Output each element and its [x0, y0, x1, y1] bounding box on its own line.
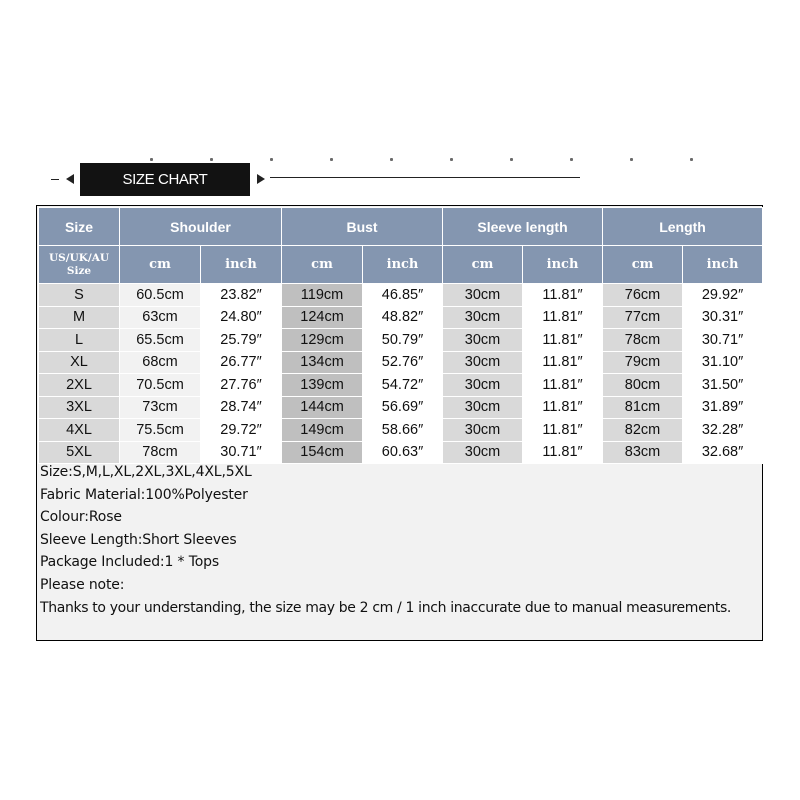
cell-length-inch: 31.50″ — [683, 374, 763, 397]
cell-length-cm: 80cm — [603, 374, 683, 397]
cell-shoulder-cm: 60.5cm — [120, 284, 201, 307]
unit-cm: cm — [443, 246, 523, 284]
unit-cm: cm — [603, 246, 683, 284]
cell-shoulder-inch: 27.76″ — [201, 374, 282, 397]
cell-size: L — [39, 329, 120, 352]
note-sizes: Size:S,M,L,XL,2XL,3XL,4XL,5XL — [40, 464, 252, 480]
header-size: Size — [39, 208, 120, 246]
note-heading: Please note: — [40, 576, 125, 593]
cell-sleeve-cm: 30cm — [443, 329, 523, 352]
cell-bust-inch: 60.63″ — [363, 441, 443, 464]
cell-sleeve-inch: 11.81″ — [523, 329, 603, 352]
unit-inch: inch — [363, 246, 443, 284]
divider-dot — [330, 158, 333, 161]
cell-sleeve-cm: 30cm — [443, 419, 523, 442]
note-colour: Colour:Rose — [40, 509, 122, 526]
right-arrow-icon — [257, 174, 265, 184]
cell-length-inch: 29.92″ — [683, 284, 763, 307]
cell-length-cm: 82cm — [603, 419, 683, 442]
table-row — [39, 351, 763, 374]
size-chart-banner — [0, 0, 800, 200]
divider-dot — [570, 158, 573, 161]
cell-bust-cm: 134cm — [282, 351, 363, 374]
cell-sleeve-inch: 11.81″ — [523, 396, 603, 419]
table-row — [39, 396, 763, 419]
cell-length-cm: 79cm — [603, 351, 683, 374]
divider-dot — [510, 158, 513, 161]
cell-length-inch: 32.28″ — [683, 419, 763, 442]
cell-shoulder-cm: 63cm — [120, 306, 201, 329]
cell-length-cm: 78cm — [603, 329, 683, 352]
cell-length-inch: 30.71″ — [683, 329, 763, 352]
cell-length-inch: 31.10″ — [683, 351, 763, 374]
cell-length-cm: 76cm — [603, 284, 683, 307]
cell-bust-inch: 56.69″ — [363, 396, 443, 419]
cell-bust-cm: 129cm — [282, 329, 363, 352]
cell-sleeve-cm: 30cm — [443, 284, 523, 307]
cell-shoulder-cm: 65.5cm — [120, 329, 201, 352]
cell-length-inch: 32.68″ — [683, 441, 763, 464]
unit-inch: inch — [683, 246, 763, 284]
unit-inch: inch — [201, 246, 282, 284]
cell-sleeve-inch: 11.81″ — [523, 284, 603, 307]
cell-size: 2XL — [39, 374, 120, 397]
cell-length-inch: 31.89″ — [683, 396, 763, 419]
cell-size: S — [39, 284, 120, 307]
header-sleeve-length: Sleeve length — [443, 208, 603, 246]
header-bust: Bust — [282, 208, 443, 246]
region-size-label — [39, 246, 120, 284]
cell-shoulder-inch: 30.71″ — [201, 441, 282, 464]
cell-bust-inch: 48.82″ — [363, 306, 443, 329]
divider-dot — [450, 158, 453, 161]
cell-sleeve-cm: 30cm — [443, 396, 523, 419]
size-table — [38, 207, 763, 464]
table-unit-row — [39, 246, 763, 284]
note-package: Package Included:1 * Tops — [40, 554, 220, 571]
cell-size: M — [39, 306, 120, 329]
cell-size: XL — [39, 351, 120, 374]
cell-size: 5XL — [39, 441, 120, 464]
cell-bust-cm: 154cm — [282, 441, 363, 464]
divider-dot — [270, 158, 273, 161]
table-header-row — [39, 208, 763, 246]
header-shoulder: Shoulder — [120, 208, 282, 246]
table-row — [39, 419, 763, 442]
cell-sleeve-cm: 30cm — [443, 351, 523, 374]
divider-dot — [210, 158, 213, 161]
cell-shoulder-cm: 75.5cm — [120, 419, 201, 442]
cell-bust-inch: 46.85″ — [363, 284, 443, 307]
note-disclaimer: Thanks to your understanding, the size may be 2 cm / 1 inch inaccurate due to manual measurements. — [40, 599, 732, 616]
banner-dash — [51, 179, 59, 180]
cell-shoulder-cm: 78cm — [120, 441, 201, 464]
cell-size: 3XL — [39, 396, 120, 419]
table-row — [39, 306, 763, 329]
cell-bust-cm: 119cm — [282, 284, 363, 307]
cell-sleeve-inch: 11.81″ — [523, 351, 603, 374]
cell-bust-inch: 54.72″ — [363, 374, 443, 397]
cell-sleeve-inch: 11.81″ — [523, 441, 603, 464]
cell-sleeve-cm: 30cm — [443, 306, 523, 329]
cell-sleeve-inch: 11.81″ — [523, 419, 603, 442]
table-row — [39, 329, 763, 352]
note-fabric: Fabric Material:100%Polyester — [40, 486, 248, 503]
region-label-line2: Size — [66, 264, 92, 277]
header-length: Length — [603, 208, 763, 246]
region-label-line1: US/UK/AU — [49, 251, 109, 264]
product-notes — [40, 461, 760, 619]
divider-dot — [390, 158, 393, 161]
divider-dot — [630, 158, 633, 161]
cell-shoulder-inch: 24.80″ — [201, 306, 282, 329]
cell-sleeve-cm: 30cm — [443, 441, 523, 464]
banner-rule — [270, 177, 580, 178]
cell-shoulder-inch: 28.74″ — [201, 396, 282, 419]
cell-shoulder-inch: 23.82″ — [201, 284, 282, 307]
cell-bust-cm: 139cm — [282, 374, 363, 397]
divider-dot — [150, 158, 153, 161]
left-arrow-icon — [66, 174, 74, 184]
cell-sleeve-inch: 11.81″ — [523, 306, 603, 329]
cell-size: 4XL — [39, 419, 120, 442]
cell-shoulder-inch: 26.77″ — [201, 351, 282, 374]
unit-cm: cm — [282, 246, 363, 284]
cell-bust-cm: 144cm — [282, 396, 363, 419]
table-row — [39, 284, 763, 307]
cell-length-cm: 77cm — [603, 306, 683, 329]
cell-shoulder-cm: 73cm — [120, 396, 201, 419]
cell-length-inch: 30.31″ — [683, 306, 763, 329]
cell-bust-inch: 58.66″ — [363, 419, 443, 442]
cell-bust-inch: 50.79″ — [363, 329, 443, 352]
cell-bust-inch: 52.76″ — [363, 351, 443, 374]
cell-shoulder-cm: 70.5cm — [120, 374, 201, 397]
cell-bust-cm: 124cm — [282, 306, 363, 329]
unit-cm: cm — [120, 246, 201, 284]
cell-length-cm: 83cm — [603, 441, 683, 464]
unit-inch: inch — [523, 246, 603, 284]
dotted-divider — [150, 158, 750, 162]
cell-bust-cm: 149cm — [282, 419, 363, 442]
cell-shoulder-cm: 68cm — [120, 351, 201, 374]
cell-shoulder-inch: 25.79″ — [201, 329, 282, 352]
cell-sleeve-inch: 11.81″ — [523, 374, 603, 397]
cell-sleeve-cm: 30cm — [443, 374, 523, 397]
size-chart-title: SIZE CHART — [80, 163, 250, 196]
note-sleeve: Sleeve Length:Short Sleeves — [40, 531, 237, 548]
divider-dot — [690, 158, 693, 161]
table-row — [39, 374, 763, 397]
cell-length-cm: 81cm — [603, 396, 683, 419]
cell-shoulder-inch: 29.72″ — [201, 419, 282, 442]
